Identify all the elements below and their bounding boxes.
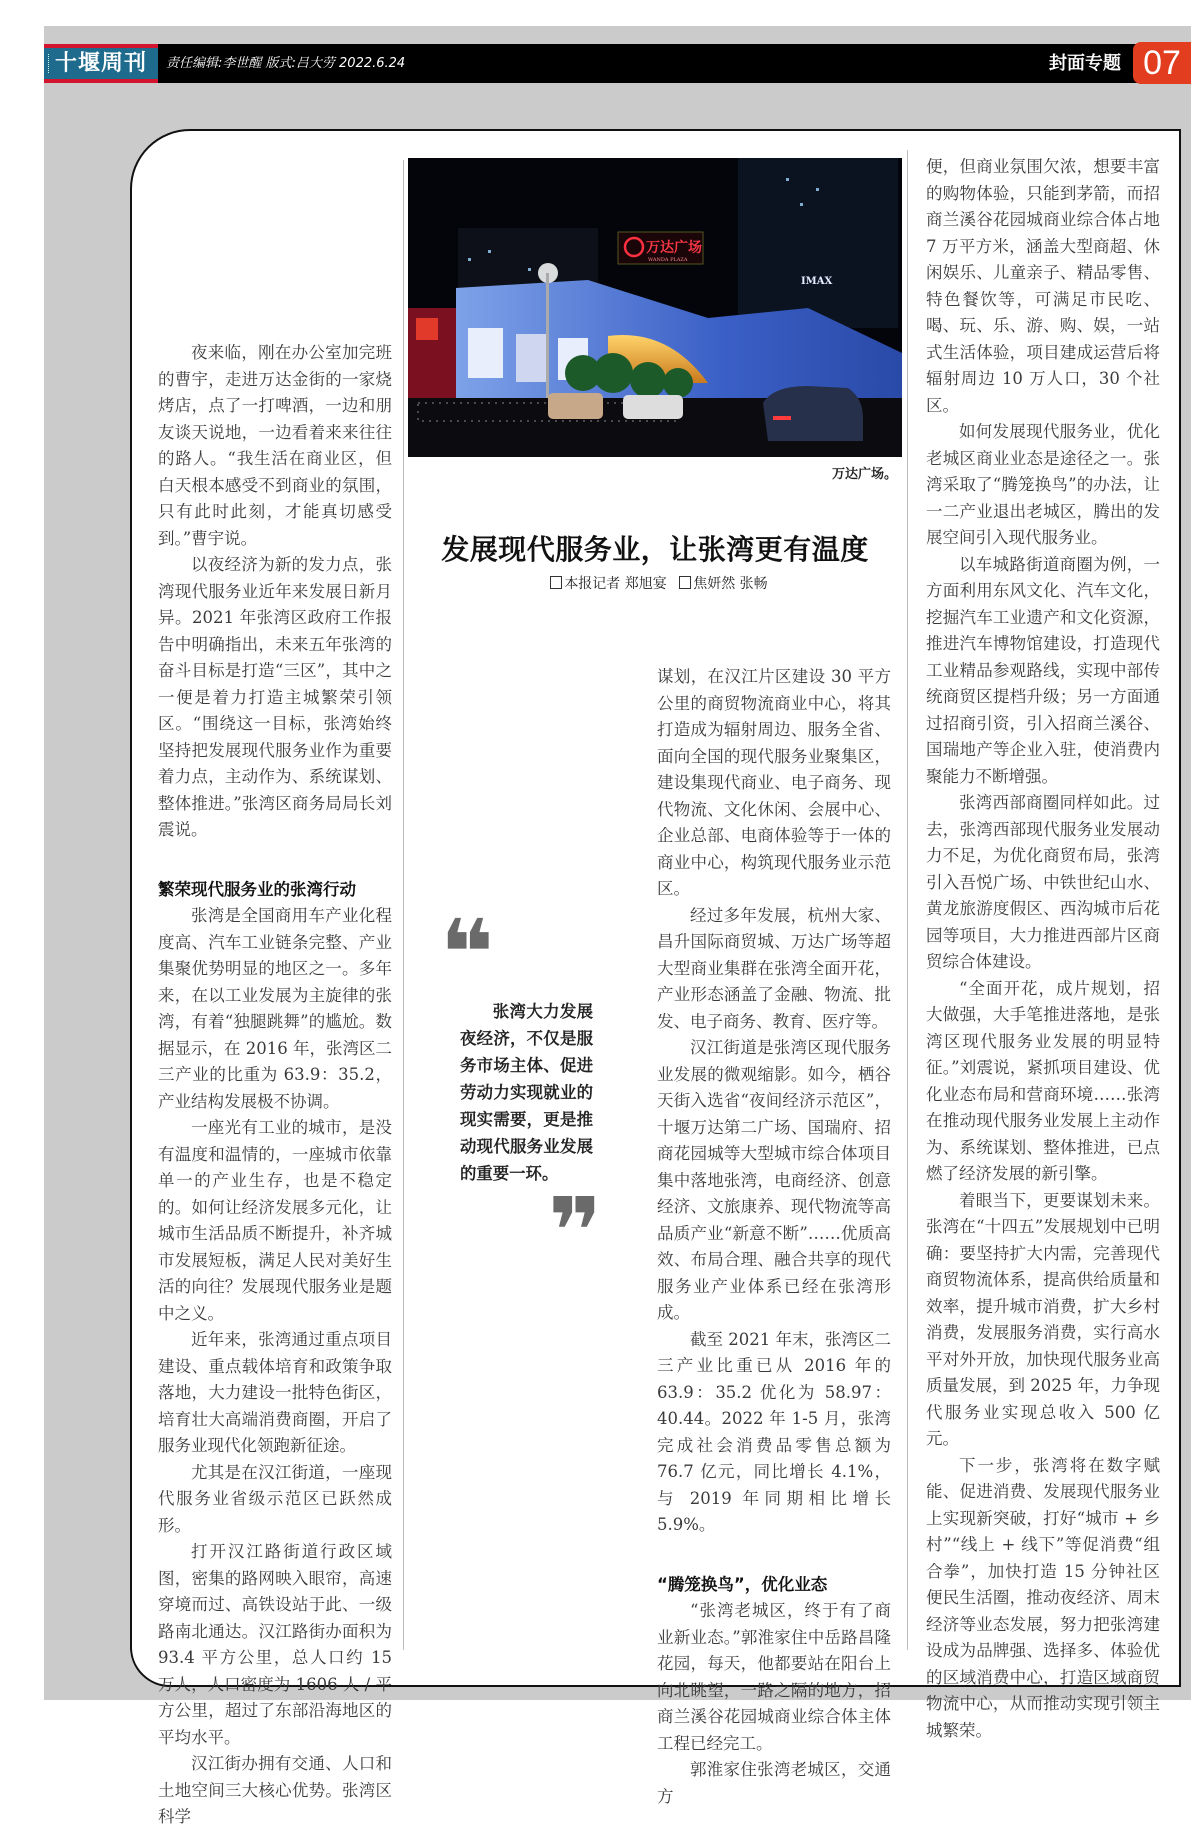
pull-quote-text: 张湾大力发展夜经济，不仅是服务市场主体、促进劳动力实现就业的现实需要，更是推动现代服务业发展的重要一环。 xyxy=(460,1002,593,1183)
open-quote-icon: ❝ xyxy=(440,900,494,1007)
article-byline xyxy=(420,573,890,593)
article-paragraph: 下一步，张湾将在数字赋能、促进消费、发展现代服务业上实现新突破，打好“城市 + 乡村”“线上 + 线下”等促消费“组合拳”，加快打造 15 分钟社区便民生活圈，推动夜经济、周末经济等业态发展，努力把张湾建设成为品牌强、选择多、体验优的区域消费中心，打造区域商贸物流中心，从而推动实现引领主城繁荣。 xyxy=(926,1455,1160,1740)
article-column-middle xyxy=(657,664,891,1810)
article-paragraph: 近年来，张湾通过重点项目建设、重点载体培育和政策争取落地，大力建设一批特色街区，培育壮大高端消费商圈，开启了服务业现代化领跑新征途。 xyxy=(158,1330,392,1455)
byline-reporters: 本报记者 郑旭宴 xyxy=(564,576,667,592)
article-paragraph: 张湾是全国商用车产业化程度高、汽车工业链条完整、产业集聚优势明显的地区之一。多年来，在以工业发展为主旋律的张湾，有着“独腿跳舞”的尴尬。数据显示，在 2016 年，张湾区二三产业的比重为 63.9：35.2，产业结构发展极不协调。 xyxy=(158,906,392,1111)
article-paragraph: 郭淮家住张湾老城区，交通方 xyxy=(657,1760,891,1806)
photo-sign-sub: WANDA PLAZA xyxy=(648,257,688,263)
article-column-right xyxy=(926,154,1160,1744)
article-title: 发展现代服务业，让张湾更有温度 xyxy=(441,533,869,566)
photo-sign-cinema: IMAX xyxy=(801,276,833,287)
article-paragraph: 以夜经济为新的发力点，张湾现代服务业近年来发展日新月异。2021 年张湾区政府工作报告中明确指出，未来五年张湾的奋斗目标是打造“三区”，其中之一便是着力打造主城繁荣引领区。“围绕这一目标，张湾始终坚持把发展现代服务业作为重要着力点，主动作为、系统谋划、整体推进。”张湾区商务局局长刘震说。 xyxy=(158,555,392,839)
editor-info: 责任编辑:李世醒 版式:吕大劳 2022.6.24 xyxy=(166,56,406,71)
article-paragraph: 便，但商业氛围欠浓，想要丰富的购物体验，只能到茅箭，而招商兰溪谷花园城商业综合体占地 7 万平方米，涵盖大型商超、休闲娱乐、儿童亲子、精品零售、特色餐饮等，可满足市民吃、喝、玩、乐、游、购、娱，一站式生活体验，项目建成运营后将辐射周边 10 万人口，30 个社区。 xyxy=(926,157,1160,415)
section-heading: “腾笼换鸟”，优化业态 xyxy=(657,1574,828,1594)
article-paragraph: 以车城路街道商圈为例，一方面利用东风文化、汽车文化，挖掘汽车工业遗产和文化资源，推进汽车博物馆建设，打造现代工业精品参观路线，实现中部传统商贸区提档升级；另一方面通过招商引资，引入招商兰溪谷、国瑞地产等企业入驻，使消费内聚能力不断增强。 xyxy=(926,554,1160,786)
article-paragraph: 着眼当下，更要谋划未来。张湾在“十四五”发展规划中已明确：要坚持扩大内需，完善现代商贸物流体系，提高供给质量和效率，提升城市消费，扩大乡村消费，发展服务消费，实行高水平对外开放，加快现代服务业高质量发展，到 2025 年，力争现代服务业实现总收入 500 亿元。 xyxy=(926,1190,1160,1448)
byline-box-icon xyxy=(679,576,691,589)
column-divider xyxy=(907,150,908,1650)
article-paragraph: 经过多年发展，杭州大家、昌升国际商贸城、万达广场等超大型商业集群在张湾全面开花，产业形态涵盖了金融、物流、批发、电子商务、教育、医疗等。 xyxy=(657,905,891,1031)
article-paragraph: “张湾老城区，终于有了商业新业态。”郭淮家住中岳路昌隆花园，每天，他都要站在阳台上向北眺望，一路之隔的地方，招商兰溪谷花园城商业综合体主体工程已经完工。 xyxy=(657,1601,891,1753)
article-paragraph: 汉江街办拥有交通、人口和土地空间三大核心优势。张湾区科学 xyxy=(158,1754,392,1826)
article-photo xyxy=(408,158,902,457)
newspaper-logo xyxy=(44,44,158,83)
article-paragraph: 一座光有工业的城市，是没有温度和温情的，一座城市依靠单一的产业生存，也是不稳定的。如何让经济发展多元化，让城市生活品质不断提升，补齐城市发展短板，满足人民对美好生活的向往？发展现代服务业是题中之义。 xyxy=(158,1118,392,1323)
article-paragraph: “全面开花，成片规划，招大做强，大手笔推进落地，是张湾区现代服务业发展的明显特征。”刘震说，紧抓项目建设、优化业态布局和营商环境……张湾在推动现代服务业发展上主动作为、系统谋划、整体推进，已点燃了经济发展的新引擎。 xyxy=(926,978,1160,1183)
article-paragraph: 张湾西部商圈同样如此。过去，张湾西部现代服务业发展动力不足，为优化商贸布局，张湾引入吾悦广场、中铁世纪山水、黄龙旅游度假区、西沟城市后花园等项目，大力推进西部片区商贸综合体建设。 xyxy=(926,793,1160,971)
article-paragraph: 尤其是在汉江街道，一座现代服务业省级示范区已跃然成形。 xyxy=(158,1462,392,1535)
page-header xyxy=(44,44,1191,83)
photo-caption: 万达广场。 xyxy=(831,467,897,482)
article-paragraph: 打开汉江路街道行政区域图，密集的路网映入眼帘，高速穿境而过、高铁设站于此、一级路南北通达。汉江路街办面积为 93.4 平方公里，总人口约 15 万人，人口密度为 1606 人 / 平方公里，超过了东部沿海地区的平均水平。 xyxy=(158,1542,392,1747)
page-number: 07 xyxy=(1133,42,1191,84)
article-paragraph: 夜来临，刚在办公室加完班的曹宇，走进万达金街的一家烧烤店，点了一打啤酒，一边和朋友谈天说地，一边看着来来往往的路人。“我生活在商业区，但白天根本感受不到商业的氛围，只有此时此刻，才能真切感受到。”曹宇说。 xyxy=(158,343,392,548)
article-paragraph: 谋划，在汉江片区建设 30 平方公里的商贸物流商业中心，将其打造成为辐射周边、服务全省、面向全国的现代服务业聚集区，建设集现代商业、电子商务、现代物流、文化休闲、会展中心、企业总部、电商体验等于一体的商业中心，构筑现代服务业示范区。 xyxy=(657,667,891,898)
wanda-plaza-night-photo xyxy=(408,158,902,457)
logo-decoration xyxy=(48,54,51,73)
section-heading: 繁荣现代服务业的张湾行动 xyxy=(158,879,356,899)
byline-box-icon xyxy=(550,576,562,589)
photo-sign-main: 万达广场 xyxy=(646,240,702,256)
article-paragraph: 如何发展现代服务业，优化老城区商业业态是途径之一。张湾采取了“腾笼换鸟”的办法，让一二产业退出老城区，腾出的发展空间引入现代服务业。 xyxy=(926,422,1160,547)
logo-text: 十堰周刊 xyxy=(54,50,147,76)
close-quote-icon: ❞ xyxy=(548,1178,602,1285)
section-title: 封面专题 xyxy=(1049,53,1121,74)
article-column-left xyxy=(158,340,392,1831)
column-divider xyxy=(403,160,404,1650)
byline-reporters-2: 焦妍然 张畅 xyxy=(693,576,768,592)
pull-quote xyxy=(460,998,593,1187)
article-paragraph: 截至 2021 年末，张湾区二三产业比重已从 2016 年的 63.9：35.2 优化为 58.97：40.44。2022 年 1-5 月，张湾完成社会消费品零售总额为 76.7 亿元，同比增长 4.1%，与 2019 年同期相比增长 5.9%。 xyxy=(657,1329,891,1534)
article-paragraph: 汉江街道是张湾区现代服务业发展的微观缩影。如今，栖谷天街入选省“夜间经济示范区”，十堰万达第二广场、国瑞府、招商花园城等大型城市综合体项目集中落地张湾，电商经济、创意经济、文旅康养、现代物流等高品质产业“新意不断”……优质高效、布局合理、融合共享的现代服务业产业体系已经在张湾形成。 xyxy=(657,1038,891,1322)
